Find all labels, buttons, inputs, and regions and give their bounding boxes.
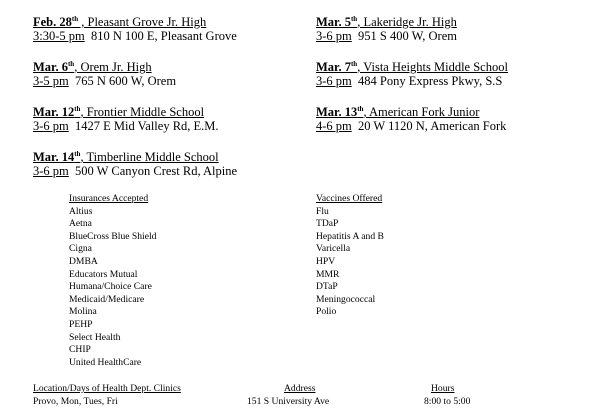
event-time: 3-6 pm — [316, 29, 352, 43]
event-date: Mar. 13 — [316, 105, 358, 120]
event-title — [33, 146, 237, 163]
list-item: DTaP — [316, 281, 338, 293]
event-american-fork — [316, 101, 506, 135]
list-item: Humana/Choice Care — [69, 281, 152, 293]
event-venue: , Timberline Middle School — [80, 150, 219, 165]
date-suffix: th — [350, 15, 358, 23]
date-suffix: th — [74, 105, 81, 113]
insurances-heading: Insurances Accepted — [69, 193, 149, 204]
vaccines-heading: Vaccines Offered — [316, 193, 383, 204]
date-suffix: th — [74, 150, 81, 158]
event-venue: , Vista Heights Middle School — [357, 60, 508, 75]
event-address: 951 S 400 W, Orem — [358, 29, 457, 43]
event-time: 3-5 pm — [33, 74, 69, 88]
list-item: TDaP — [316, 218, 339, 230]
date-suffix: th — [67, 60, 75, 68]
list-item: Aetna — [69, 218, 92, 230]
event-venue: , Lakeridge Jr. High — [357, 15, 457, 30]
list-item: Meningococcal — [316, 293, 376, 305]
date-suffix: th — [71, 15, 79, 23]
list-item: CHIP — [69, 344, 91, 356]
insurances-list — [69, 193, 156, 369]
event-venue: , Frontier Middle School — [80, 105, 205, 120]
list-item: Molina — [69, 306, 97, 318]
date-suffix: th — [357, 105, 364, 113]
event-address: 1427 E Mid Valley Rd, E.M. — [75, 119, 219, 133]
event-time: 3:30-5 pm — [33, 29, 85, 43]
event-title — [33, 11, 237, 28]
event-title — [316, 11, 457, 28]
event-timberline — [33, 146, 237, 180]
list-item: Medicaid/Medicare — [69, 293, 145, 305]
event-title — [316, 56, 508, 73]
event-lakeridge — [316, 11, 457, 45]
clinic-row-hours: 8:00 to 5:00 — [424, 396, 471, 407]
clinic-row-location: Provo, Mon, Tues, Fri — [33, 396, 118, 407]
clinic-row-address: 151 S University Ave — [247, 396, 330, 407]
event-time: 3-6 pm — [33, 119, 69, 133]
clinic-hours-heading: Hours — [431, 383, 455, 394]
list-item: MMR — [316, 268, 340, 280]
event-date: Mar. 12 — [33, 105, 75, 120]
list-item: Polio — [316, 306, 337, 318]
event-venue: , American Fork Junior — [363, 105, 480, 120]
event-address: 20 W 1120 N, American Fork — [358, 119, 507, 133]
list-item: DMBA — [69, 255, 98, 267]
event-address: 484 Pony Express Pkwy, S.S — [358, 74, 503, 88]
event-date: Mar. 5 — [316, 15, 351, 30]
event-date: Feb. 28 — [33, 15, 72, 30]
list-item: HPV — [316, 255, 336, 267]
list-item: United HealthCare — [69, 356, 142, 368]
list-item: Hepatitis A and B — [316, 230, 384, 242]
event-time: 3-6 pm — [316, 74, 352, 88]
event-date: Mar. 14 — [33, 150, 75, 165]
event-title — [33, 56, 176, 73]
list-item: Educators Mutual — [69, 268, 138, 280]
event-orem — [33, 56, 176, 90]
list-item: BlueCross Blue Shield — [69, 230, 157, 242]
event-pleasant-grove — [33, 11, 237, 45]
list-item: PEHP — [69, 318, 93, 330]
list-item: Select Health — [69, 331, 121, 343]
event-time: 4-6 pm — [316, 119, 352, 133]
event-title — [33, 101, 219, 118]
event-date: Mar. 7 — [316, 60, 351, 75]
event-venue: , Pleasant Grove Jr. High — [78, 15, 207, 30]
event-vista-heights — [316, 56, 508, 90]
event-time: 3-6 pm — [33, 164, 69, 178]
event-address: 500 W Canyon Crest Rd, Alpine — [75, 164, 238, 178]
date-suffix: th — [350, 60, 358, 68]
event-address: 810 N 100 E, Pleasant Grove — [90, 29, 237, 43]
event-date: Mar. 6 — [33, 60, 68, 75]
list-item: Varicella — [316, 243, 351, 255]
list-item: Altius — [69, 205, 93, 217]
event-title — [316, 101, 506, 118]
clinic-address-heading: Address — [284, 383, 316, 394]
event-venue: , Orem Jr. High — [74, 60, 152, 75]
clinic-location-heading: Location/Days of Health Dept. Clinics — [33, 383, 181, 394]
list-item: Cigna — [69, 243, 92, 255]
event-frontier — [33, 101, 219, 135]
vaccines-list — [316, 193, 384, 319]
event-address: 765 N 600 W, Orem — [75, 74, 177, 88]
list-item: Flu — [316, 205, 329, 217]
